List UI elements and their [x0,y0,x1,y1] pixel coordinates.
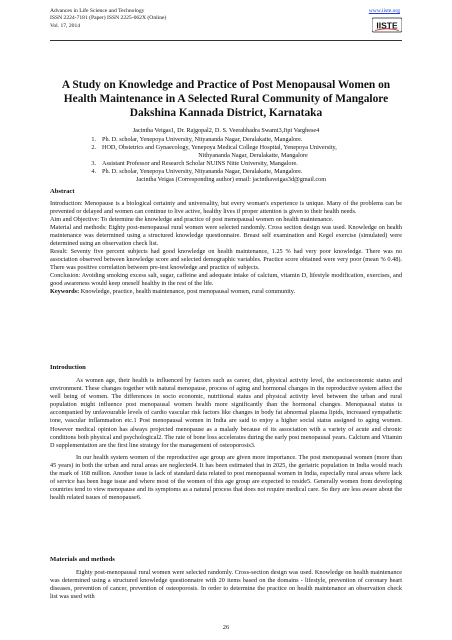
affiliation-item [80,160,382,168]
page-number: 26 [222,624,230,631]
header-divider [50,40,402,41]
keywords-label: Keywords: [50,288,80,295]
affiliation-number: 4. [91,167,96,175]
affiliation-number: 1. [91,136,96,143]
methods-body [50,569,402,601]
author-list [60,127,392,135]
abstract-aim: Aim and Objective: To determine the knowledge and practice of post menopausal women on health maintenance. [50,216,334,223]
abstract-conclusion: Conclusion: Avoiding smoking excess salt, sugar, caffeine and adequate intake of calcium, vitamin D, lifestyle modification, exercises, and good awareness would keep oneself healthy in the rest of the life. [50,272,402,287]
affiliation-item [80,152,382,160]
affiliation-text: HOD, Obstetrics and Gynaecology, Yenepoya Medical College Hospital, Yenepoya University, [102,143,337,151]
keywords-text: Knowledge, practice, health maintenance, post menopausal women, rural community. [79,288,296,295]
methods-heading: Materials and methods [50,556,115,563]
affiliation-text: Ph. D. scholar, Yenepoya University, Nityananda Nagar, Deralakatte, Mangalore. [102,167,303,175]
affiliation-text: Assistant Professor and Research Scholar NUINS Nitte University, Mangalore. [102,159,298,167]
introduction-paragraph: In our health system women of the reproductive age group are given more importance. The post menopausal women (more than 45 years) in both the urban and rural areas are neglected4. It has been estimated that in 2025, the geriatric population in India would reach the mark of 168 million. Another issue is lack of standard data related to post menopausal women in India, especially rural areas where lack of service has been huge issue and where most of the women of this age group are expected to reside5. Generally women from developing countries tend to view menopause and its symptoms as a natural process that does not require medical care. So they are less aware about the health related issues of menopause6. [50,453,402,502]
journal-issn: ISSN 2224-7181 (Paper) ISSN 2225-062X (Online) [50,15,167,22]
abstract-introduction: Introduction: Menopause is a biological certainty and universality, but every woman's experience is unique. Many of the problems can be prevented or delayed and women can continue to live active, healthy lives if proper attention is given to their health needs. [50,200,402,215]
journal-header [50,8,166,30]
logo-seal-icon [372,17,402,33]
abstract-keywords [50,288,402,296]
journal-volume: Vol. 17, 2014 [50,22,81,29]
paper-title: A Study on Knowledge and Practice of Post Menopausal Women on Health Maintenance in A Selected Rural Community of Mangalore Dakshina Kannada District, Karnataka [61,79,391,120]
affiliation-number [80,152,102,160]
journal-name: Advances in Life Science and Technology [50,8,145,14]
abstract-heading: Abstract [50,188,75,195]
affiliation-item [80,136,382,144]
affiliation-list [80,136,382,183]
abstract-body [50,200,402,296]
journal-website-link[interactable]: www.iiste.org [368,8,400,14]
affiliation-item [80,144,382,152]
affiliation-number: 3. [91,159,96,167]
abstract-methods: Material and methods: Eighty post-menopausal rural women were selected randomly. Cross section design was used. Knowledge on health maintenance was determined using a structured knowledge questionnaire. Breast self examination and Kegel exercise (simulated) were determined using an observation check list. [50,224,402,247]
affiliation-number: 2. [91,143,96,151]
introduction-paragraph: As women age, their health is influenced by factors such as career, diet, physical activity level, the socioeconomic status and environment. These changes together with natural menopause, process of aging and hormonal changes in the reproductive system affect the well being of women. The differences in socio economic, nutritional status and physical activity level between the urban and rural population might influence post menopausal women health more significantly than the hormonal changes. Menopausal status is accompanied by unfavourable levels of cardio vascular risk factors like changes in body fat abnormal plasma lipids, increased sympathetic tone, vascular inflammation etc.1 Post menopausal women in India are said to enjoy a higher social status assigned to aging women. However medical opinion has always projected menopause as a malady because of its association with a variety of acute and chronic conditions both physical and psychological2. The rate of bone loss accelerates during the early post menopausal years. Calcium and Vitamin D supplementation are the first line strategy for the management of osteoporosis3. [50,377,402,449]
author-line: Jacintha Veigas1, Dr. Rajgopal2, D. S. Veerabhadra Swami3,Jipi Varghese4 [132,127,320,134]
introduction-heading: Introduction [50,364,86,371]
affiliation-item [80,168,382,176]
introduction-body [50,377,402,506]
abstract-result: Result: Seventy five percent subjects had good knowledge on health maintenance, 1.25 % had very poor knowledge. There was no association observed between knowledge score and selected demographic variables. Practice score obtained were very poor (mean % 0.48). There was positive correlation between pre-test knowledge and practice of subjects. [50,248,402,271]
iiste-logo [372,17,402,33]
corresponding-author: Jacintha Veigas (Corresponding author) email: jacinthaveigas3d@gmail.com [135,175,327,183]
affiliation-text: Ph. D. scholar, Yenepoya University, Nityananda Nagar, Deralakatte, Mangalore. [102,136,303,143]
methods-paragraph: Eighty post-menopausal rural women were selected randomly. Cross-section design was used. Knowledge on health maintenance was determined using a structured knowledge questionnaire with 20 items based on the domains - lifestyle, prevention of coronary heart diseases, prevention of cancer, prevention of osteoporosis. In order to determine the practice on health maintenance an observation check list was used with [50,569,402,601]
svg-text:IISTE: IISTE [376,20,398,31]
affiliation-text: Nithyananda Nagar, Deralakatte, Mangalore [198,151,308,159]
